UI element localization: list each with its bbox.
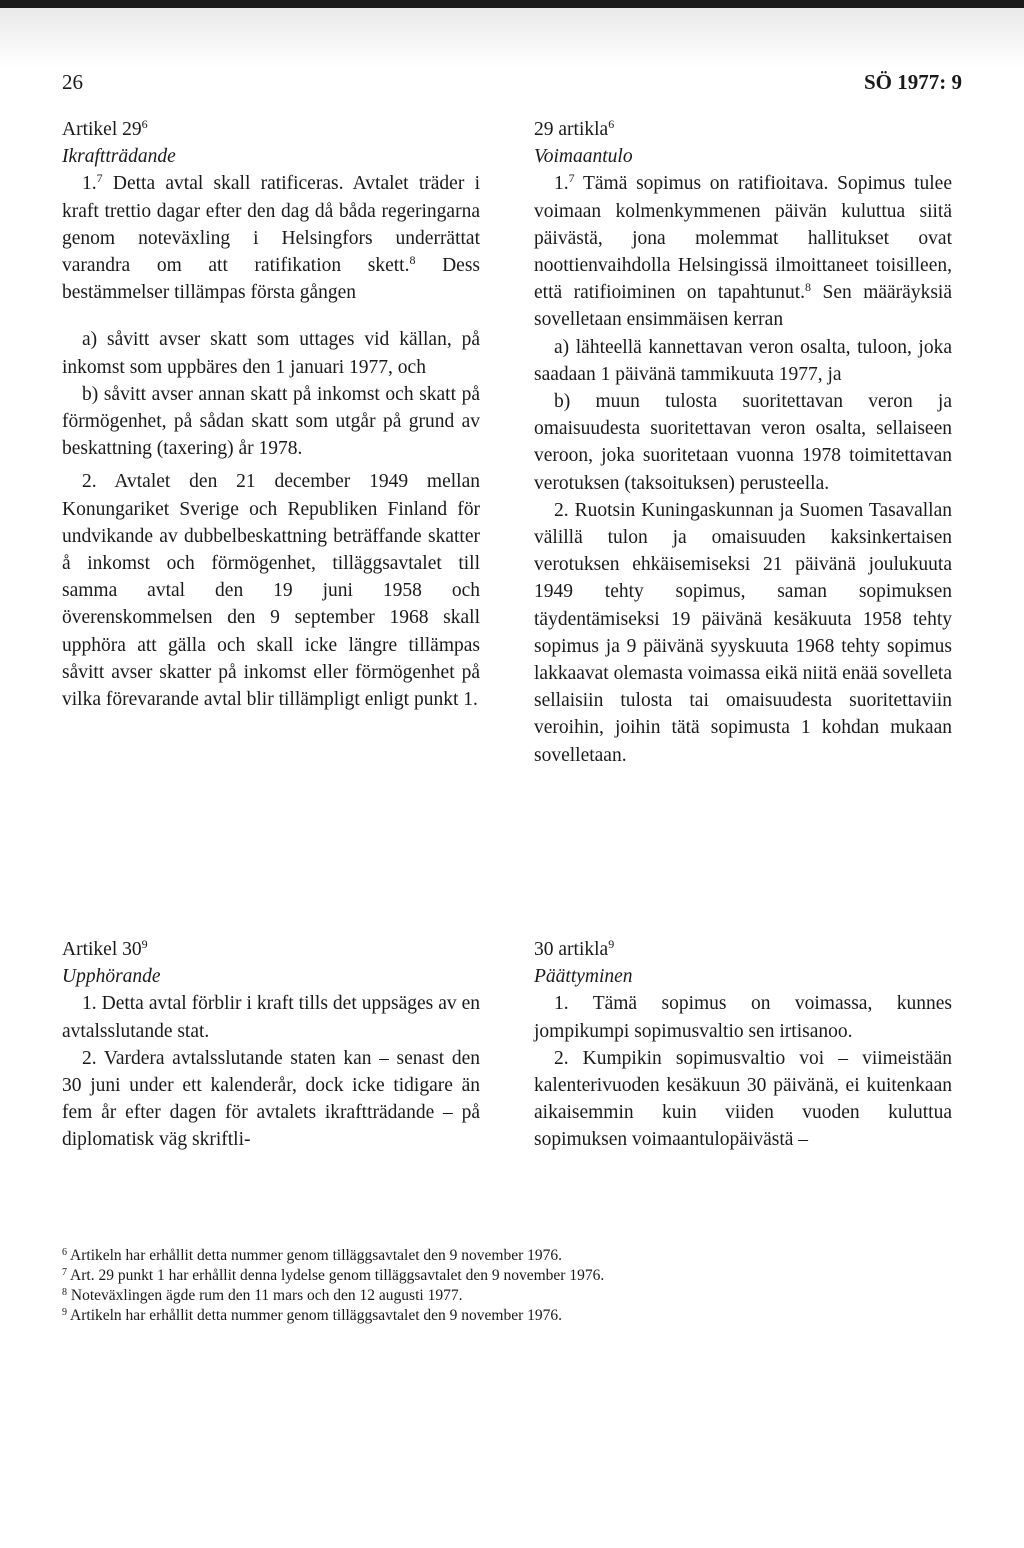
paragraph-2: 2. Vardera avtalsslutande staten kan – senast den 30 juni under ett kalenderår, dock icke tidigare än fem år efter dagen för avtalets ikraftträdande – på diplomatisk väg skriftli- xyxy=(62,1047,480,1151)
article-subtitle: Päättyminen xyxy=(534,966,633,988)
article-heading: Artikel $29^6$ xyxy=(62,117,148,140)
footnote: $^8$ Noteväxlingen ägde rum den 11 mars och den 12 augusti 1977. xyxy=(62,1287,463,1304)
footnote: $^7$ Art. 29 punkt 1 har erhållit denna lydelse genom tilläggsavtalet den 9 november 1976. xyxy=(62,1267,605,1284)
paragraph-2: 2. Ruotsin Kuningaskunnan ja Suomen Tasavallan välillä tulon ja omaisuuden kaksinkertaisen verotuksen ehkäisemiseksi 21 päivänä joulukuuta 1949 tehty sopimus, saman sopimuksen täydentämiseksi 19 päivänä kesäkuuta 1958 tehty sopimus ja 9 päivänä syyskuuta 1968 tehty sopimus lakkaavat olemasta voimassa eikä niitä enää sovelleta sellaisiin tulosta tai omaisuudesta suoritettaviin veroihin, joihin tätä sopimusta 1 kohdan mukaan sovelletaan. xyxy=(534,499,952,766)
article-29-swedish xyxy=(62,116,480,713)
item-b: b) såvitt avser annan skatt på inkomst och skatt på förmögenhet, på sådan skatt som utgår på grund av beskattning (taxering) år 1978. xyxy=(62,383,480,460)
footnote: $^6$ Artikeln har erhållit detta nummer genom tilläggsavtalet den 9 november 1976. xyxy=(62,1247,563,1264)
paragraph-2: 2. Avtalet den 21 december 1949 mellan Konungariket Sverige och Republiken Finland för undvikande av dubbelbeskattning beträffande skatter å inkomst och förmögenhet, tilläggsavtalet till samma avtal den 19 juni 1958 och överenskommelsen den 9 september 1968 skall upphöra att gälla och skall icke längre tillämpas såvitt avser skatter på inkomst eller förmögenhet på vilka förevarande avtal blir tillämpligt enligt punkt 1. xyxy=(62,471,480,711)
footnotes xyxy=(62,1246,962,1326)
document-reference: SÖ 1977: 9 xyxy=(863,70,962,94)
article-heading: 29 artikla$^6$ xyxy=(534,117,615,140)
item-b: b) muun tulosta suoritettavan veron ja omaisuudesta suoritettavan veron osalta, sellaiseen veroon, joka suoritetaan vuonna 1978 toimitettavan verotuksen (taksoituksen) perusteella. xyxy=(534,391,952,494)
article-subtitle: Ikraftträdande xyxy=(62,146,176,168)
article-heading: Artikel $30^9$ xyxy=(62,937,148,960)
article-29-finnish xyxy=(534,116,952,769)
paragraph-1: 1. Detta avtal förblir i kraft tills det uppsäges av en avtalsslutande stat. xyxy=(62,993,480,1042)
article-30-finnish xyxy=(534,936,952,1154)
paragraph-1: 1. Tämä sopimus on voimassa, kunnes jompikumpi sopimusvaltio sen irtisanoo. xyxy=(534,993,952,1042)
article-subtitle: Voimaantulo xyxy=(534,146,633,168)
paragraph-2: 2. Kumpikin sopimusvaltio voi – viimeistään kalenterivuoden kesäkuun 30 päivänä, ei kuitenkaan aikaisemmin kuin viiden vuoden kuluttua sopimuksen voimaantulopäivästä – xyxy=(534,1047,952,1151)
top-scan-edge xyxy=(0,0,1024,8)
article-subtitle: Upphörande xyxy=(62,966,161,988)
paragraph-1: 1.$^7$ Tämä sopimus on ratifioitava. Sopimus tulee voimaan kolmenkymmenen päivän kuluttua siitä päivästä, jona molemmat hallitukset ovat noottienvaihdolla Helsingissä ilmoittaneet toisilleen, että ratifioiminen on tapahtunut.$^8$ Sen määräyksiä sovelletaan ensimmäisen kerran xyxy=(534,171,952,331)
item-a: a) såvitt avser skatt som uttages vid källan, på inkomst som uppbäres den 1 januari 1977, och xyxy=(62,329,480,378)
footnote: $^9$ Artikeln har erhållit detta nummer genom tilläggsavtalet den 9 november 1976. xyxy=(62,1307,563,1324)
page-number: 26 xyxy=(62,70,83,94)
paragraph-1: 1.$^7$ Detta avtal skall ratificeras. Avtalet träder i kraft trettio dagar efter den dag då båda regeringarna genom noteväxling i Helsingfors underrättat varandra om att ratifikation skett.$^8$ Dess bestämmelser tillämpas första gången xyxy=(62,171,480,304)
top-scan-shadow xyxy=(0,8,1024,68)
article-heading: 30 artikla$^9$ xyxy=(534,937,615,960)
item-a: a) lähteellä kannettavan veron osalta, tuloon, joka saadaan 1 päivänä tammikuuta 1977, ja xyxy=(534,336,952,385)
article-30-swedish xyxy=(62,936,480,1154)
